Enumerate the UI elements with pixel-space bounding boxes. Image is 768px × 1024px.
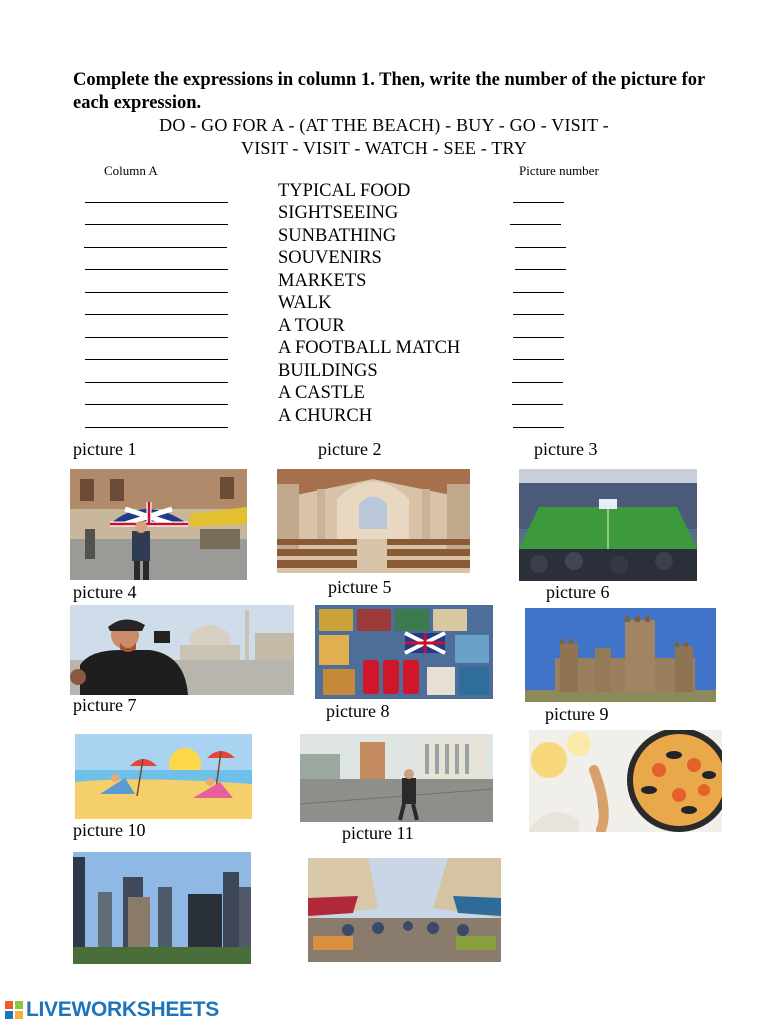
picture-label: picture 8 — [326, 701, 390, 721]
answer-blank-picture-number[interactable] — [513, 427, 564, 428]
answer-blank-picture-number[interactable] — [513, 359, 564, 360]
castle-photo — [525, 608, 716, 702]
column-a-header: Column A — [104, 163, 158, 178]
paella-food-photo — [529, 730, 722, 832]
liveworksheets-logo[interactable] — [5, 997, 219, 1023]
street-market-photo — [308, 858, 501, 962]
answer-blank-column-a[interactable] — [85, 427, 228, 428]
picture-label: picture 2 — [318, 439, 382, 459]
picture-label: picture 11 — [342, 823, 414, 843]
tourist-taking-photo-photo — [70, 605, 294, 695]
expression-item: SOUVENIRS — [278, 248, 382, 268]
expression-item: BUILDINGS — [278, 361, 378, 381]
answer-blank-picture-number[interactable] — [513, 337, 564, 338]
answer-blank-picture-number[interactable] — [515, 247, 566, 248]
expression-item: SUNBATHING — [278, 226, 397, 246]
answer-blank-column-a[interactable] — [85, 292, 228, 293]
word-bank-line-1: DO - GO FOR A - (AT THE BEACH) - BUY - GO - VISIT - — [159, 115, 609, 135]
picture-label: picture 5 — [328, 577, 392, 597]
answer-blank-column-a[interactable] — [85, 314, 228, 315]
answer-blank-picture-number[interactable] — [512, 404, 563, 405]
picture-label: picture 7 — [73, 695, 137, 715]
answer-blank-column-a[interactable] — [85, 337, 228, 338]
union-jack-umbrella-market-photo — [70, 469, 247, 580]
expression-item: A CHURCH — [278, 406, 373, 426]
church-interior-photo — [277, 469, 470, 573]
answer-blank-column-a[interactable] — [85, 224, 228, 225]
answer-blank-column-a[interactable] — [84, 247, 227, 248]
beach-sunbathing-illustration — [75, 734, 252, 819]
instructions: Complete the expressions in column 1. Then, write the number of the picture for each expression. — [73, 70, 705, 113]
answer-blank-picture-number[interactable] — [515, 269, 566, 270]
answer-blank-picture-number[interactable] — [513, 202, 564, 203]
answer-blank-column-a[interactable] — [85, 269, 228, 270]
picture-label: picture 3 — [534, 439, 598, 459]
picture-label: picture 10 — [73, 820, 146, 840]
picture-number-header: Picture number — [519, 163, 599, 178]
picture-label: picture 6 — [546, 582, 610, 602]
football-stadium-photo — [519, 469, 697, 581]
word-bank-line-2: VISIT - VISIT - WATCH - SEE - TRY — [241, 138, 527, 158]
london-souvenirs-photo — [315, 605, 493, 699]
expression-item: MARKETS — [278, 271, 367, 291]
answer-blank-picture-number[interactable] — [513, 292, 564, 293]
man-walking-plaza-photo — [300, 734, 493, 822]
picture-label: picture 4 — [73, 582, 137, 602]
expression-item: A TOUR — [278, 316, 345, 336]
liveworksheets-logo-text: LIVEWORKSHEETS — [26, 998, 219, 1021]
city-skyscrapers-photo — [73, 852, 251, 964]
answer-blank-picture-number[interactable] — [510, 224, 561, 225]
liveworksheets-logo-icon — [5, 1001, 23, 1019]
expression-item: A CASTLE — [278, 383, 365, 403]
expression-item: SIGHTSEEING — [278, 203, 399, 223]
picture-label: picture 9 — [545, 704, 609, 724]
expression-item: A FOOTBALL MATCH — [278, 338, 461, 358]
answer-blank-column-a[interactable] — [85, 382, 228, 383]
answer-blank-column-a[interactable] — [85, 359, 228, 360]
answer-blank-column-a[interactable] — [85, 202, 228, 203]
answer-blank-picture-number[interactable] — [513, 314, 564, 315]
expression-item: TYPICAL FOOD — [278, 181, 411, 201]
answer-blank-picture-number[interactable] — [512, 382, 563, 383]
answer-blank-column-a[interactable] — [85, 404, 228, 405]
expression-item: WALK — [278, 293, 332, 313]
picture-label: picture 1 — [73, 439, 137, 459]
